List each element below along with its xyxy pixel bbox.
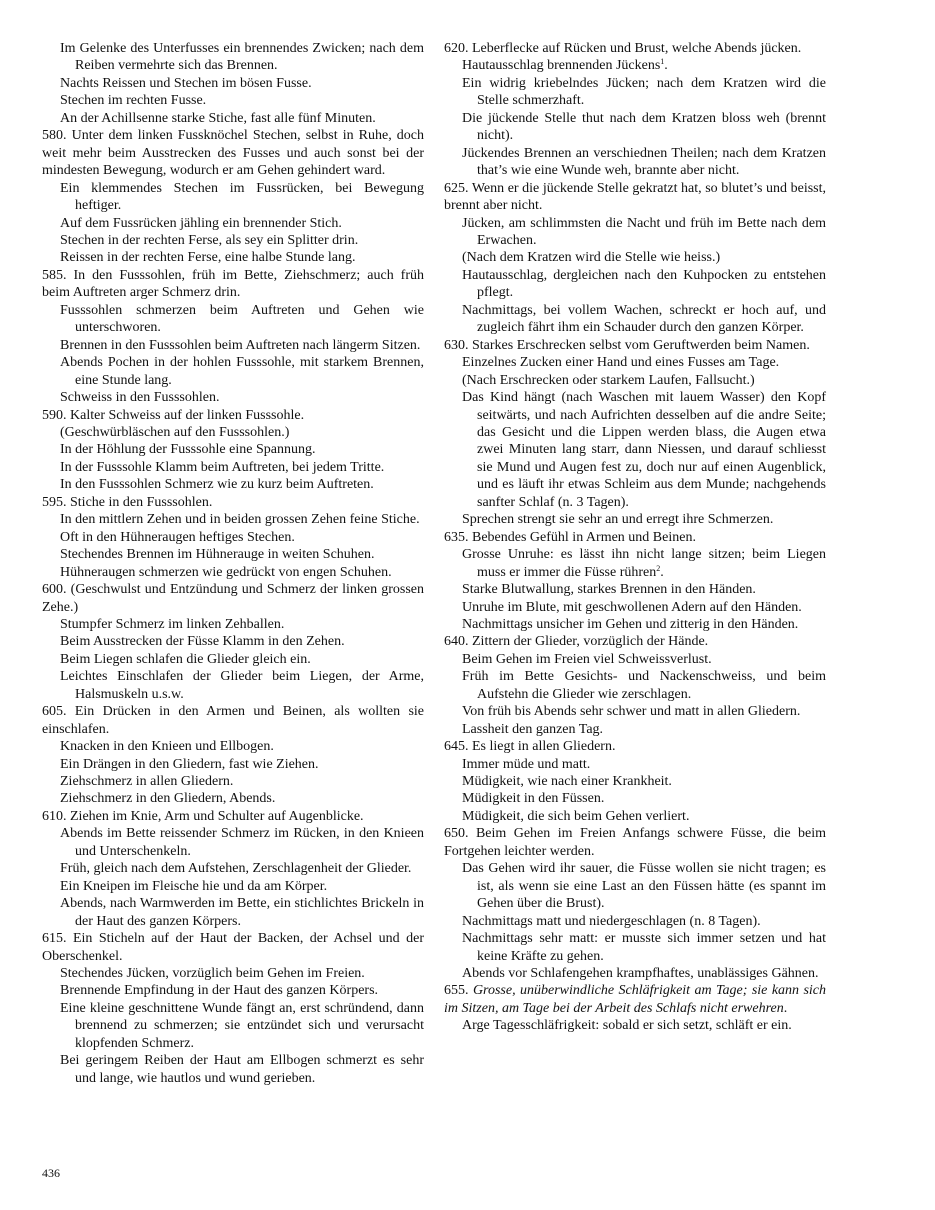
symptom-entry bbox=[444, 668, 826, 703]
entry-text: (Nach Erschrecken oder starkem Laufen, Fallsucht.) bbox=[462, 372, 755, 388]
entry-text: Leberflecke auf Rücken und Brust, welche Abends jücken. bbox=[472, 41, 802, 56]
entry-text: Ziehschmerz in allen Gliedern. bbox=[60, 774, 234, 790]
symptom-entry bbox=[42, 651, 424, 668]
entry-number: 655. bbox=[444, 983, 473, 999]
numbered-entry bbox=[42, 127, 424, 179]
entry-number: 625. bbox=[444, 180, 472, 196]
entry-number: 585. bbox=[42, 267, 74, 283]
entry-text: In den mittlern Zehen und in beiden grossen Zehen feine Stiche. bbox=[60, 512, 420, 528]
symptom-entry bbox=[444, 808, 826, 825]
page-number: 436 bbox=[42, 1166, 60, 1180]
entry-text: In der Fusssohle Klamm beim Auftreten, bei jedem Tritte. bbox=[60, 459, 385, 475]
symptom-entry bbox=[42, 92, 424, 109]
symptom-entry bbox=[42, 633, 424, 650]
symptom-entry bbox=[42, 825, 424, 860]
entry-text: Nachmittags, bei vollem Wachen, schreckt er hoch auf, und zugleich fährt ihm ein Schauder durch den ganzen Körper. bbox=[462, 302, 826, 336]
entry-text: Beim Gehen im Freien Anfangs schwere Füsse, die beim Fortgehen leichter werden. bbox=[444, 826, 826, 859]
numbered-entry bbox=[42, 581, 424, 616]
entry-text: Das Gehen wird ihr sauer, die Füsse wollen sie nicht tragen; es ist, als wenn sie eine Last an den Füssen hätte (es spannt im Gehen über die Brust). bbox=[462, 861, 826, 912]
entry-text: Abends vor Schlafengehen krampfhaftes, unablässiges Gähnen. bbox=[462, 966, 819, 982]
entry-number: 650. bbox=[444, 826, 476, 842]
entry-text: Immer müde und matt. bbox=[462, 756, 591, 772]
symptom-entry bbox=[444, 511, 826, 528]
numbered-entry bbox=[444, 982, 826, 1017]
symptom-entry bbox=[42, 564, 424, 581]
entry-text: Unter dem linken Fussknöchel Stechen, selbst in Ruhe, doch weit mehr beim Ausstrecken des Fusses und auch sonst bei der mindesten Bewegung, wodurch er am Gehen gehindert ward. bbox=[42, 128, 424, 179]
entry-text: Stumpfer Schmerz im linken Zehballen. bbox=[60, 616, 285, 632]
symptom-entry bbox=[42, 441, 424, 458]
symptom-entry bbox=[42, 895, 424, 930]
entry-text: Nachmittags sehr matt: er musste sich immer setzen und hat keine Kräfte zu gehen. bbox=[462, 931, 826, 964]
numbered-entry bbox=[42, 494, 424, 511]
entry-text: Oft in den Hühneraugen heftiges Stechen. bbox=[60, 529, 295, 545]
symptom-entry bbox=[444, 75, 826, 110]
numbered-entry bbox=[444, 633, 826, 650]
entry-text: Beim Liegen schlafen die Glieder gleich ein. bbox=[60, 651, 311, 667]
numbered-entry bbox=[444, 738, 826, 755]
entry-text: Sprechen strengt sie sehr an und erregt ihre Schmerzen. bbox=[462, 512, 774, 528]
entry-text: Ein Drücken in den Armen und Beinen, als wollten sie einschlafen. bbox=[42, 704, 424, 737]
entry-text: Bei geringem Reiben der Haut am Ellbogen schmerzt es sehr und lange, wie hautlos und wund gerieben. bbox=[60, 1053, 424, 1086]
entry-text: (Geschwürbläschen auf den Fusssohlen.) bbox=[60, 424, 290, 440]
entry-text: Bebendes Gefühl in Armen und Beinen. bbox=[472, 529, 696, 545]
entry-text: Ein widrig kriebelndes Jücken; nach dem Kratzen wird die Stelle schmerzhaft. bbox=[462, 75, 826, 109]
entry-text: Von früh bis Abends sehr schwer und matt in allen Gliedern. bbox=[462, 704, 801, 720]
numbered-entry bbox=[444, 529, 826, 546]
entry-text: Lassheit den ganzen Tag. bbox=[462, 721, 604, 737]
entry-text: Müdigkeit in den Füssen. bbox=[462, 791, 605, 807]
entry-text: Unruhe im Blute, mit geschwollenen Adern auf den Händen. bbox=[462, 599, 802, 615]
symptom-entry bbox=[444, 389, 826, 511]
entry-text: Zittern der Glieder, vorzüglich der Hände. bbox=[472, 634, 709, 650]
entry-text: Ziehschmerz in den Gliedern, Abends. bbox=[60, 791, 276, 807]
entry-text: Schweiss in den Fusssohlen. bbox=[60, 390, 220, 406]
symptom-entry bbox=[42, 215, 424, 232]
entry-text: In den Fusssohlen Schmerz wie zu kurz beim Auftreten. bbox=[60, 477, 374, 493]
entry-text: Einzelnes Zucken einer Hand und eines Fusses am Tage. bbox=[462, 355, 780, 371]
footnote-marker: 1 bbox=[660, 57, 665, 67]
entry-text: Im Gelenke des Unterfusses ein brennendes Zwicken; nach dem Reiben vermehrte sich das Brennen. bbox=[60, 41, 424, 74]
symptom-entry bbox=[444, 651, 826, 668]
symptom-entry bbox=[42, 860, 424, 877]
entry-text: Die jückende Stelle thut nach dem Kratzen bloss weh (brennt nicht). bbox=[462, 110, 826, 144]
symptom-entry bbox=[444, 57, 826, 74]
entry-text: Starke Blutwallung, starkes Brennen in den Händen. bbox=[462, 582, 756, 598]
entry-text: Nachmittags matt und niedergeschlagen (n. 8 Tagen). bbox=[462, 913, 761, 929]
numbered-entry bbox=[444, 40, 826, 57]
entry-text: Eine kleine geschnittene Wunde fängt an, erst schründend, dann brennend zu schmerzen; sie entzündet sich und verursacht klopfenden Schmerz. bbox=[60, 1000, 424, 1051]
symptom-entry bbox=[42, 232, 424, 249]
entry-text: Stechendes Jücken, vorzüglich beim Gehen im Freien. bbox=[60, 966, 365, 982]
entry-text: In der Höhlung der Fusssohle eine Spannung. bbox=[60, 442, 316, 458]
entry-text: Grosse, unüberwindliche Schläfrigkeit am Tage; sie kann sich im Sitzen, am Tage bei der Arbeit des Schlafs nicht erwehren bbox=[444, 983, 827, 1016]
numbered-entry bbox=[42, 267, 424, 302]
entry-text: Stechen in der rechten Ferse, als sey ein Splitter drin. bbox=[60, 232, 359, 248]
entry-text: Ein Sticheln auf der Haut der Backen, der Achsel und der Oberschenkel. bbox=[42, 931, 424, 964]
symptom-entry bbox=[444, 372, 826, 389]
symptom-entry bbox=[42, 511, 424, 528]
entry-number: 615. bbox=[42, 931, 73, 947]
entry-text: Leichtes Einschlafen der Glieder beim Liegen, der Arme, Halsmuskeln u.s.w. bbox=[60, 669, 424, 702]
symptom-entry bbox=[42, 110, 424, 127]
entry-text: Hautausschlag, dergleichen nach den Kuhpocken zu entstehen pflegt. bbox=[462, 267, 826, 301]
symptom-entry bbox=[42, 180, 424, 215]
symptom-entry bbox=[42, 546, 424, 563]
symptom-entry bbox=[42, 249, 424, 266]
entry-text: Auf dem Fussrücken jähling ein brennender Stich. bbox=[60, 215, 342, 231]
entry-text: In den Fusssohlen, früh im Bette, Ziehschmerz; auch früh beim Auftreten arger Schmerz drin. bbox=[42, 267, 425, 301]
entry-number: 590. bbox=[42, 407, 70, 423]
entry-text: Ziehen im Knie, Arm und Schulter auf Augenblicke. bbox=[70, 808, 364, 824]
entry-number: 645. bbox=[444, 739, 472, 755]
numbered-entry bbox=[444, 337, 826, 354]
entry-number: 620. bbox=[444, 41, 472, 56]
entry-text: (Nach dem Kratzen wird die Stelle wie heiss.) bbox=[462, 250, 721, 266]
numbered-entry bbox=[42, 407, 424, 424]
entry-text: Stechen im rechten Fusse. bbox=[60, 93, 207, 109]
entry-number: 595. bbox=[42, 494, 70, 510]
symptom-entry bbox=[444, 965, 826, 982]
entry-text: An der Achillsenne starke Stiche, fast alle fünf Minuten. bbox=[60, 110, 376, 126]
symptom-entry bbox=[42, 773, 424, 790]
numbered-entry bbox=[42, 808, 424, 825]
entry-text: Ein Kneipen im Fleische hie und da am Körper. bbox=[60, 878, 328, 894]
symptom-entry bbox=[42, 756, 424, 773]
symptom-entry bbox=[444, 110, 826, 145]
symptom-entry bbox=[42, 302, 424, 337]
entry-text: Ein Drängen in den Gliedern, fast wie Ziehen. bbox=[60, 756, 319, 772]
symptom-entry bbox=[42, 982, 424, 999]
symptom-entry bbox=[42, 40, 424, 75]
symptom-entry bbox=[42, 616, 424, 633]
entry-text: Abends, nach Warmwerden im Bette, ein stichlichtes Brickeln in der Haut des ganzen Körpers. bbox=[60, 896, 424, 929]
symptom-entry bbox=[444, 1017, 826, 1034]
entry-text: Müdigkeit, wie nach einer Krankheit. bbox=[462, 774, 672, 790]
entry-number: 630. bbox=[444, 337, 472, 353]
symptom-entry bbox=[42, 75, 424, 92]
entry-text: Hautausschlag brennenden Jückens bbox=[462, 58, 661, 74]
entry-text: (Geschwulst und Entzündung und Schmerz der linken grossen Zehe.) bbox=[42, 582, 424, 615]
footnote-marker: 2 bbox=[656, 563, 661, 573]
symptom-entry bbox=[42, 790, 424, 807]
entry-text: Jückendes Brennen an verschiednen Theilen; nach dem Kratzen that’s wie eine Wunde weh, brannte aber nicht. bbox=[462, 145, 826, 179]
entry-text: Stechendes Brennen im Hühnerauge in weiten Schuhen. bbox=[60, 547, 375, 563]
numbered-entry bbox=[444, 825, 826, 860]
symptom-entry bbox=[42, 459, 424, 476]
numbered-entry bbox=[42, 703, 424, 738]
left-column bbox=[42, 40, 424, 1087]
symptom-entry bbox=[42, 424, 424, 441]
symptom-entry bbox=[444, 773, 826, 790]
entry-number: 635. bbox=[444, 529, 472, 545]
right-column bbox=[444, 40, 826, 1035]
symptom-entry bbox=[444, 790, 826, 807]
numbered-entry bbox=[42, 930, 424, 965]
symptom-entry bbox=[444, 267, 826, 302]
symptom-entry bbox=[444, 703, 826, 720]
symptom-entry bbox=[444, 145, 826, 180]
entry-text: Brennen in den Fusssohlen beim Auftreten nach längerm Sitzen. bbox=[60, 337, 421, 353]
entry-text: Es liegt in allen Gliedern. bbox=[472, 739, 616, 755]
symptom-entry bbox=[42, 738, 424, 755]
symptom-entry bbox=[42, 965, 424, 982]
entry-text: Früh im Bette Gesichts- und Nackenschweiss, und beim Aufstehn die Glieder wie zerschlagen. bbox=[462, 669, 826, 702]
symptom-entry bbox=[42, 529, 424, 546]
symptom-entry bbox=[42, 354, 424, 389]
symptom-entry bbox=[42, 1000, 424, 1052]
entry-text: Knacken in den Knieen und Ellbogen. bbox=[60, 739, 274, 755]
symptom-entry bbox=[444, 616, 826, 633]
symptom-entry bbox=[444, 913, 826, 930]
symptom-entry bbox=[444, 599, 826, 616]
symptom-entry bbox=[42, 389, 424, 406]
entry-text: Reissen in der rechten Ferse, eine halbe Stunde lang. bbox=[60, 250, 356, 266]
entry-text: Abends Pochen in der hohlen Fusssohle, mit starkem Brennen, eine Stunde lang. bbox=[60, 355, 424, 388]
symptom-entry bbox=[42, 1052, 424, 1087]
entry-text: Früh, gleich nach dem Aufstehen, Zerschlagenheit der Glieder. bbox=[60, 861, 412, 877]
entry-text: Beim Gehen im Freien viel Schweissverlust. bbox=[462, 651, 712, 667]
symptom-entry bbox=[444, 546, 826, 581]
symptom-entry bbox=[444, 721, 826, 738]
entry-number: 610. bbox=[42, 808, 70, 824]
entry-text: Müdigkeit, die sich beim Gehen verliert. bbox=[462, 808, 690, 824]
symptom-entry bbox=[444, 930, 826, 965]
symptom-entry bbox=[42, 337, 424, 354]
numbered-entry bbox=[444, 180, 826, 215]
entry-text: Jücken, am schlimmsten die Nacht und früh im Bette nach dem Erwachen. bbox=[462, 215, 826, 248]
symptom-entry bbox=[444, 302, 826, 337]
symptom-entry bbox=[444, 581, 826, 598]
entry-text: Brennende Empfindung in der Haut des ganzen Körpers. bbox=[60, 983, 379, 999]
entry-number: 580. bbox=[42, 128, 72, 144]
symptom-entry bbox=[42, 476, 424, 493]
entry-text: Nachts Reissen und Stechen im bösen Fusse. bbox=[60, 75, 312, 91]
entry-text: Grosse Unruhe: es lässt ihn nicht lange sitzen; beim Liegen muss er immer die Füsse rühren bbox=[462, 547, 826, 580]
entry-text: Starkes Erschrecken selbst vom Geruftwerden beim Namen. bbox=[472, 337, 810, 353]
symptom-entry bbox=[42, 668, 424, 703]
entry-trailing-punctuation: . bbox=[783, 1000, 788, 1016]
entry-trailing-punctuation: . bbox=[660, 564, 664, 580]
symptom-entry bbox=[444, 249, 826, 266]
entry-text: Stiche in den Fusssohlen. bbox=[70, 494, 213, 510]
entry-trailing-punctuation: . bbox=[664, 58, 668, 74]
entry-number: 605. bbox=[42, 704, 75, 720]
symptom-entry bbox=[42, 878, 424, 895]
entry-text: Kalter Schweiss auf der linken Fusssohle. bbox=[70, 407, 305, 423]
entry-text: Hühneraugen schmerzen wie gedrückt von engen Schuhen. bbox=[60, 564, 392, 580]
entry-text: Wenn er die jückende Stelle gekratzt hat, so blutet’s und beisst, brennt aber nicht. bbox=[444, 180, 826, 214]
symptom-entry bbox=[444, 860, 826, 912]
symptom-entry bbox=[444, 756, 826, 773]
entry-text: Fusssohlen schmerzen beim Auftreten und Gehen wie unterschworen. bbox=[60, 302, 424, 336]
entry-text: Beim Ausstrecken der Füsse Klamm in den Zehen. bbox=[60, 634, 345, 650]
entry-text: Arge Tagesschläfrigkeit: sobald er sich setzt, schläft er ein. bbox=[462, 1018, 792, 1034]
entry-text: Nachmittags unsicher im Gehen und zitterig in den Händen. bbox=[462, 616, 799, 632]
entry-number: 600. bbox=[42, 582, 71, 598]
entry-text: Abends im Bette reissender Schmerz im Rücken, in den Knieen und Unterschenkeln. bbox=[60, 826, 424, 859]
entry-number: 640. bbox=[444, 634, 472, 650]
symptom-entry bbox=[444, 354, 826, 371]
symptom-entry bbox=[444, 215, 826, 250]
entry-text: Ein klemmendes Stechen im Fussrücken, bei Bewegung heftiger. bbox=[60, 180, 424, 214]
entry-text: Das Kind hängt (nach Waschen mit lauem Wasser) den Kopf seitwärts, und nach Aufrichten desselben auf die andre Seite; das Gesicht und die Lippen werden blass, die Augen etwa zwei Minuten lang starr, dann Niessen, und darauf schliesst sie Mund und Augen fest zu, doch nur auf einen Augenblick, und es läuft ihr etwas Schleim aus dem Munde; nachgehends sanfter Schlaf (n. 3 Tagen). bbox=[462, 390, 826, 510]
